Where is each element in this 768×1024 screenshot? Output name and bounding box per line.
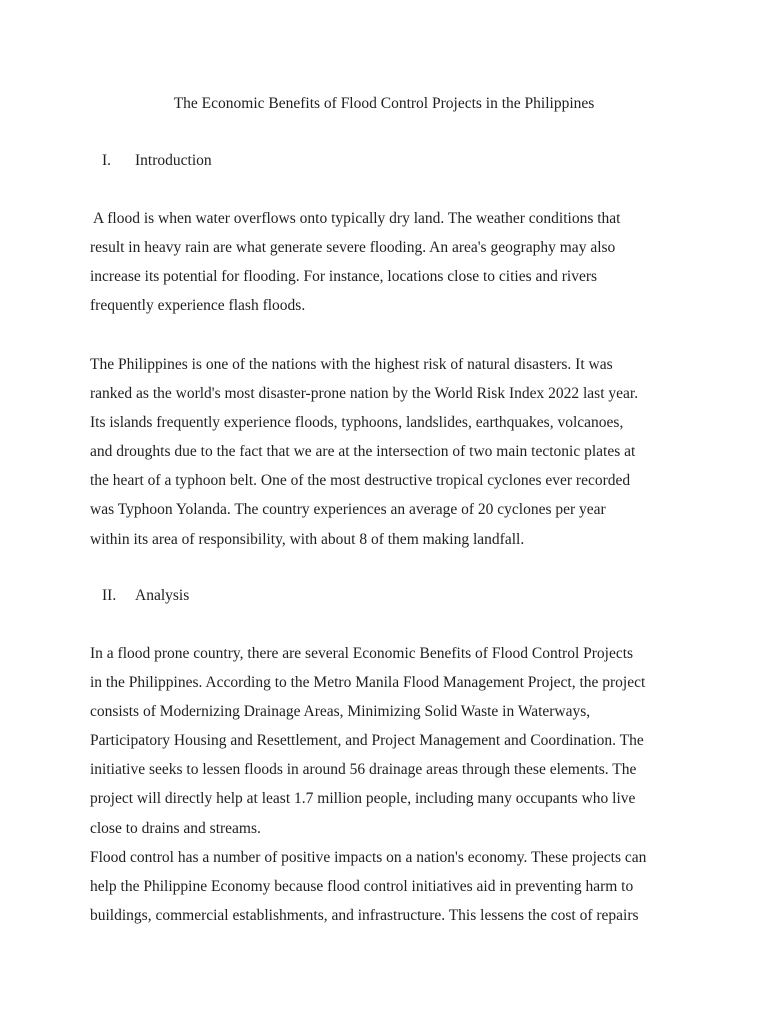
text-line: help the Philippine Economy because flood control initiatives aid in preventing harm to bbox=[90, 877, 634, 895]
document-title: The Economic Benefits of Flood Control Projects in the Philippines bbox=[173, 95, 595, 112]
text-line: project will directly help at least 1.7 million people, including many occupants who live bbox=[90, 790, 636, 808]
section-heading-analysis bbox=[102, 584, 189, 608]
text-line: result in heavy rain are what generate severe flooding. An area's geography may also bbox=[90, 239, 616, 257]
text-line: increase its potential for flooding. For instance, locations close to cities and rivers bbox=[90, 268, 598, 286]
text-line: in the Philippines. According to the Metro Manila Flood Management Project, the project bbox=[90, 674, 646, 692]
text-line: buildings, commercial establishments, and infrastructure. This lessens the cost of repairs bbox=[90, 906, 639, 924]
section-number: I. bbox=[102, 152, 112, 169]
text-line: and droughts due to the fact that we are at the intersection of two main tectonic plates at bbox=[90, 443, 636, 461]
section-title: Introduction bbox=[135, 152, 212, 169]
text-line: A flood is when water overflows onto typically dry land. The weather conditions that bbox=[90, 210, 621, 227]
paragraph-flood-definition bbox=[90, 204, 690, 320]
text-line: Its islands frequently experience floods, typhoons, landslides, earthquakes, volcanoes, bbox=[90, 414, 624, 432]
text-line: In a flood prone country, there are several Economic Benefits of Flood Control Projects bbox=[90, 645, 634, 662]
text-line: was Typhoon Yolanda. The country experiences an average of 20 cyclones per year bbox=[90, 501, 606, 519]
text-line: within its area of responsibility, with about 8 of them making landfall. bbox=[90, 530, 525, 548]
text-line: The Philippines is one of the nations with the highest risk of natural disasters. It was bbox=[90, 356, 613, 373]
paragraph-philippines-risk bbox=[90, 350, 690, 554]
text-line: close to drains and streams. bbox=[90, 819, 261, 837]
text-line: Participatory Housing and Resettlement, and Project Management and Coordination. The bbox=[90, 732, 644, 750]
text-line: the heart of a typhoon belt. One of the most destructive tropical cyclones ever recorded bbox=[90, 472, 631, 490]
text-line: Flood control has a number of positive impacts on a nation's economy. These projects can bbox=[90, 848, 647, 866]
text-line: frequently experience flash floods. bbox=[90, 297, 306, 315]
text-line: initiative seeks to lessen floods in around 56 drainage areas through these elements. The bbox=[90, 761, 637, 779]
section-heading-introduction bbox=[102, 149, 212, 173]
section-title: Analysis bbox=[135, 587, 190, 604]
section-number: II. bbox=[102, 587, 117, 604]
text-line: ranked as the world's most disaster-prone nation by the World Risk Index 2022 last year. bbox=[90, 385, 639, 403]
paragraph-analysis bbox=[90, 639, 690, 930]
text-line: consists of Modernizing Drainage Areas, Minimizing Solid Waste in Waterways, bbox=[90, 703, 591, 721]
